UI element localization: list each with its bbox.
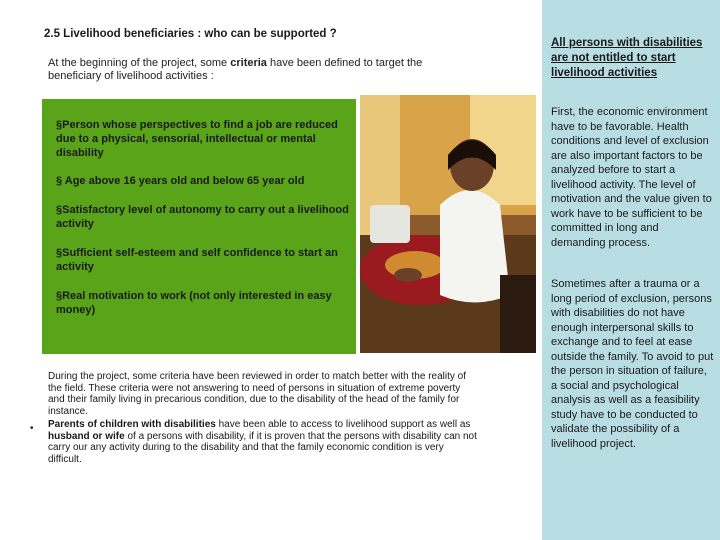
sidebar-paragraph-2: Sometimes after a trauma or a long period of exclusion, persons with disabilities do not have enough interpersonal skills to exchange and to feel at ease outside the family. To avoid to put the person in situation of failure, a social and psychological analysis as well as a feasibility study have to be conducted to validate the possibility of a livelihood project. bbox=[551, 278, 714, 450]
parents-bold: Parents of children with disabilities bbox=[48, 419, 216, 430]
intro-criteria-word: criteria bbox=[230, 57, 267, 69]
criterion-item: §Real motivation to work (not only interested in easy money) bbox=[56, 290, 332, 316]
intro-text-end: have been defined to target the beneficiary of livelihood activities : bbox=[48, 57, 423, 82]
sidebar-paragraph-1: First, the economic environment have to be favorable. Health conditions and level of exclusion are also important factors to be analyzed before to start a livelihood activity. The level of motivation and the value given to work have to be sufficient to be committed in long and demanding process. bbox=[551, 106, 712, 249]
criterion-item: §Satisfactory level of autonomy to carry out a livelihood activity bbox=[56, 204, 349, 230]
beneficiary-photo bbox=[360, 95, 536, 353]
bullet-marker: • bbox=[30, 423, 34, 434]
photo-illustration bbox=[360, 95, 536, 353]
criterion-item: §Person whose perspectives to find a job are reduced due to a physical, sensorial, intellectual or mental disability bbox=[56, 119, 338, 159]
criteria-box bbox=[42, 99, 356, 354]
intro-paragraph bbox=[48, 57, 478, 83]
extended-criteria-paragraph bbox=[48, 419, 478, 465]
sidebar-panel bbox=[542, 0, 720, 540]
slide-title: 2.5 Livelihood beneficiaries : who can be supported ? bbox=[44, 28, 337, 40]
extended-text-1: have been able to access to livelihood support as well as bbox=[215, 419, 471, 430]
criterion-item: § Age above 16 years old and below 65 year old bbox=[56, 175, 305, 187]
sidebar-heading: All persons with disabilities are not entitled to start livelihood activities bbox=[551, 37, 703, 79]
review-paragraph: During the project, some criteria have been reviewed in order to match better with the reality of the field. These criteria were not answering to need of persons in situation of extreme poverty and their family living in precarious condition, due to the disability of the head of the family for instance. bbox=[48, 371, 466, 417]
intro-text: At the beginning of the project, some bbox=[48, 57, 231, 69]
spouse-bold: husband or wife bbox=[48, 430, 125, 442]
extended-text-2: of a persons with disability, if it is proven that the persons with disability can not carry our any activity during to the disability and that the family economic condition is very difficult. bbox=[48, 430, 477, 465]
criterion-item: §Sufficient self-esteem and self confidence to start an activity bbox=[56, 247, 338, 273]
